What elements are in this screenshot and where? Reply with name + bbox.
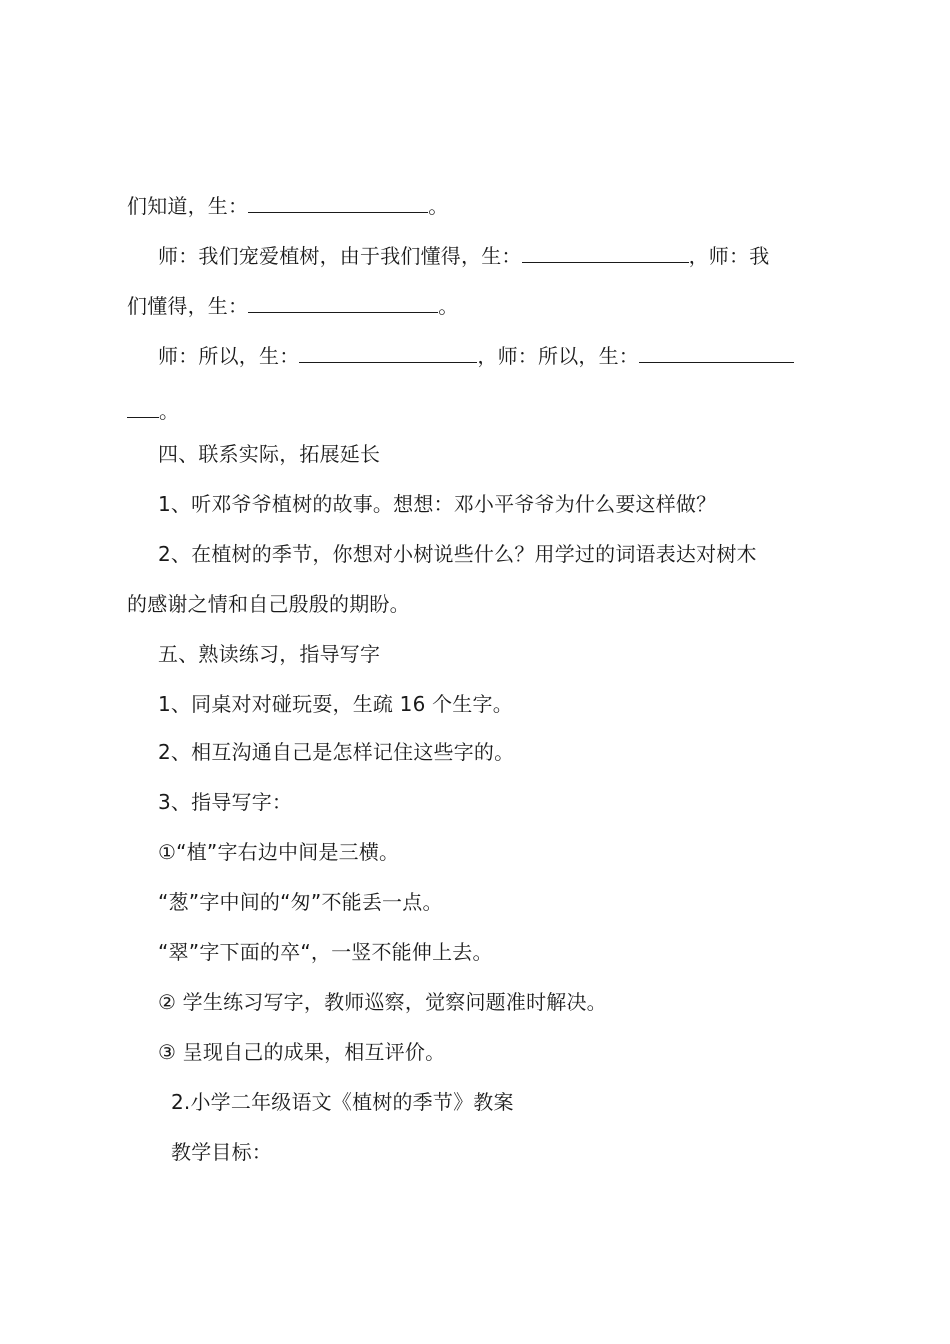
text-segment: 师：所以，生： bbox=[158, 344, 300, 368]
text-line-5 bbox=[127, 395, 179, 425]
text-segment: 师：我们宠爱植树，由于我们懂得，生： bbox=[158, 244, 522, 268]
lesson-title: 2.小学二年级语文《植树的季节》教案 bbox=[171, 1090, 514, 1114]
fill-in-blank bbox=[127, 395, 159, 418]
text-line-2 bbox=[158, 240, 769, 270]
text-line-15: “葱”字中间的“匆”不能丢一点。 bbox=[158, 890, 443, 914]
text-line-16: “翠”字下面的卒“，一竖不能伸上去。 bbox=[158, 940, 493, 964]
fill-in-blank bbox=[522, 240, 689, 263]
fill-in-blank bbox=[639, 340, 794, 363]
text-segment: ，师：我 bbox=[688, 244, 770, 268]
text-segment: 。 bbox=[159, 399, 180, 423]
text-line-1 bbox=[127, 190, 448, 220]
text-line-7: 1、听邓爷爷植树的故事。想想：邓小平爷爷为什么要这样做？ bbox=[158, 492, 717, 516]
text-line-4 bbox=[158, 340, 794, 370]
fill-in-blank bbox=[248, 290, 438, 313]
fill-in-blank bbox=[248, 190, 428, 213]
text-segment: 们知道，生： bbox=[127, 194, 249, 218]
section-heading-5: 五、熟读练习，指导写字 bbox=[158, 642, 381, 666]
text-line-9: 的感谢之情和自己殷殷的期盼。 bbox=[127, 592, 410, 616]
text-line-14: ①“植”字右边中间是三横。 bbox=[158, 840, 400, 864]
text-segment: 们懂得，生： bbox=[127, 294, 249, 318]
text-segment: 。 bbox=[428, 194, 449, 218]
objectives-heading: 教学目标： bbox=[171, 1140, 272, 1164]
text-line-13: 3、指导写字： bbox=[158, 790, 293, 814]
text-line-18: ③ 呈现自己的成果，相互评价。 bbox=[158, 1040, 446, 1064]
text-line-17: ② 学生练习写字，教师巡察，觉察问题准时解决。 bbox=[158, 990, 607, 1014]
text-segment: 。 bbox=[438, 294, 459, 318]
text-line-8: 2、在植树的季节，你想对小树说些什么？用学过的词语表达对树木 bbox=[158, 542, 757, 566]
text-line-11: 1、同桌对对碰玩耍，生疏 16 个生字。 bbox=[158, 692, 513, 716]
text-segment: ，师：所以，生： bbox=[477, 344, 640, 368]
fill-in-blank bbox=[299, 340, 477, 363]
section-heading-4: 四、联系实际，拓展延长 bbox=[158, 442, 381, 466]
text-line-3 bbox=[127, 290, 458, 320]
text-line-12: 2、相互沟通自己是怎样记住这些字的。 bbox=[158, 740, 515, 764]
